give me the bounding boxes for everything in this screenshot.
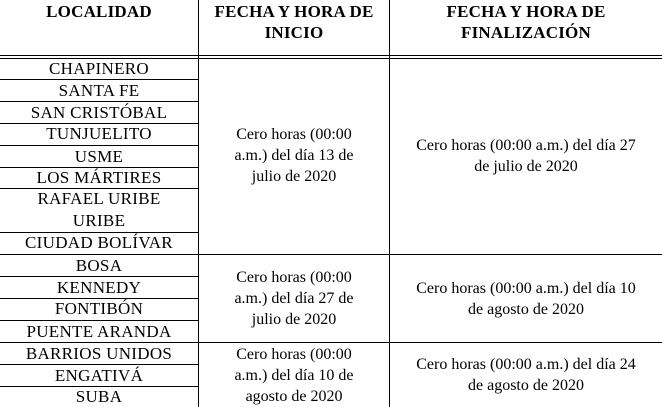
header-inicio: FECHA Y HORA DE INICIO [214,2,374,42]
localidad-name: TUNJUELITO [46,124,152,143]
column-divider-2 [389,0,390,407]
localidad-name: CIUDAD BOLÍVAR [25,233,173,252]
localidad-name: SUBA [75,387,123,406]
localidad-name: FONTIBÓN [54,299,144,318]
localidad-name: BARRIOS UNIDOS [25,344,173,363]
header-localidad: LOCALIDAD [46,2,152,21]
localidad-name: PUENTE ARANDA [26,322,172,341]
localidad-name: SANTA FE [58,81,140,100]
localidad-name: RAFAEL URIBE [37,189,161,208]
localidad-name: CHAPINERO [49,59,149,78]
fecha-fin-cell: Cero horas (00:00 a.m.) del día 10 de agosto de 2020 [416,280,636,318]
header-bottom-border [0,55,662,56]
localidad-name: KENNEDY [56,278,142,297]
header-finalizacion: FECHA Y HORA DE FINALIZACIÓN [446,2,606,42]
localidad-name: SAN CRISTÓBAL [30,103,168,122]
localidad-name: URIBE [72,211,126,230]
localidad-name: BOSA [75,256,123,275]
fecha-inicio-cell: Cero horas (00:00 a.m.) del día 10 de agosto de 2020 [234,346,354,405]
localidad-name: ENGATIVÁ [54,366,144,385]
localidad-name: USME [74,147,124,166]
localidad-name: LOS MÁRTIRES [36,168,162,187]
fecha-inicio-cell: Cero horas (00:00 a.m.) del día 27 de julio de 2020 [234,269,354,328]
fecha-fin-cell: Cero horas (00:00 a.m.) del día 27 de julio de 2020 [416,137,636,175]
fecha-inicio-cell: Cero horas (00:00 a.m.) del día 13 de julio de 2020 [234,126,354,185]
fecha-fin-cell: Cero horas (00:00 a.m.) del día 24 de agosto de 2020 [416,356,636,394]
